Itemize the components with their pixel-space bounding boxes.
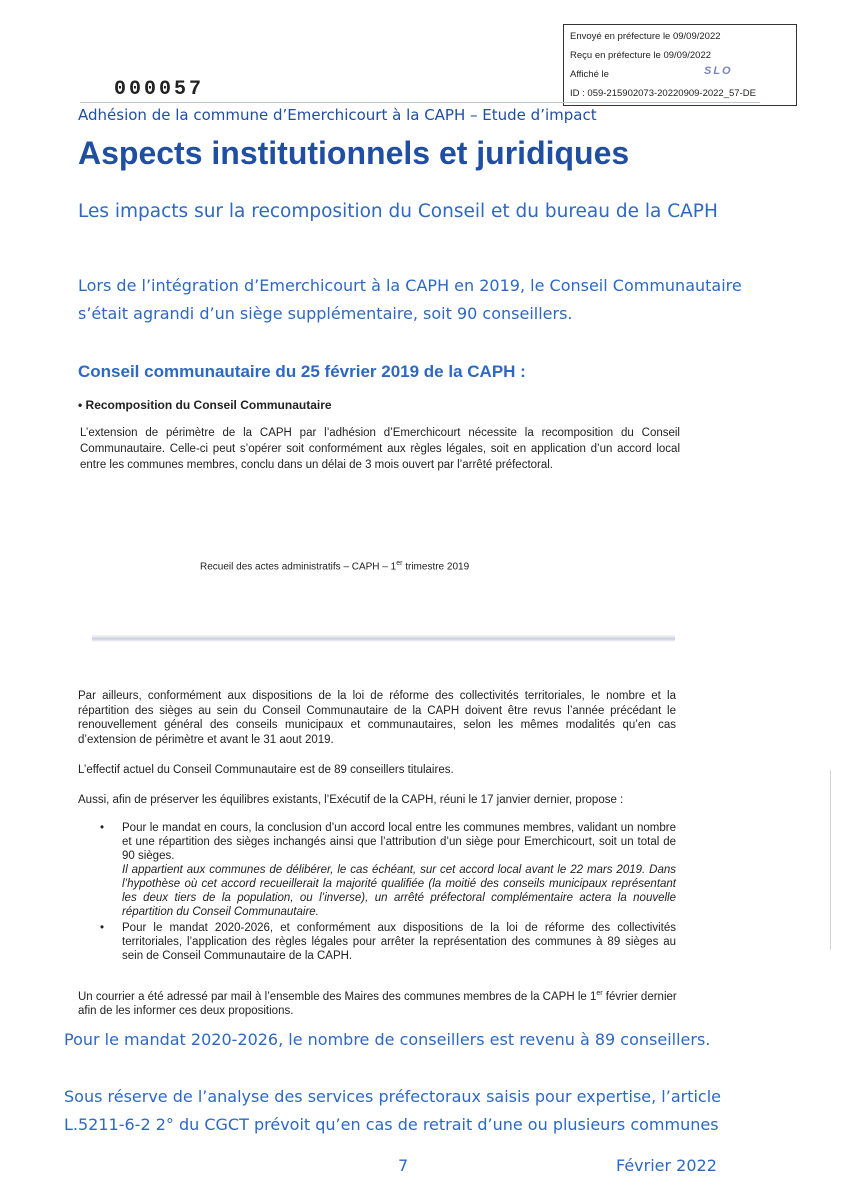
- footer-date: Février 2022: [616, 1156, 717, 1175]
- prefecture-stamp: [563, 24, 797, 106]
- excerpt-paragraph-4: Aussi, afin de préserver les équilibres existants, l’Exécutif de la CAPH, réuni le 17 janvier dernier, propose :: [78, 794, 624, 806]
- proposal-list: [100, 821, 676, 965]
- list-item: • Pour le mandat 2020-2026, et conformément aux dispositions de la loi de réforme des collectivités territoriales, l’application des règles légales pour arrêter la représentation des communes à 89 sièges au sein de Conseil Communautaire de la CAPH.: [100, 922, 676, 962]
- page-number: 7: [398, 1156, 409, 1175]
- page-title: Aspects institutionnels et juridiques: [78, 135, 630, 171]
- document-subheading: Adhésion de la commune d’Emerchicourt à la CAPH – Etude d’impact: [78, 106, 597, 124]
- stamp-sent: Envoyé en préfecture le 09/09/2022: [570, 31, 721, 42]
- closing-paragraph: Sous réserve de l’analyse des services préfectoraux saisis pour expertise, l’article L.5211-6-2 2° du CGCT prévoit qu’en cas de retrait d’une ou plusieurs communes: [64, 1087, 722, 1134]
- scan-edge-line: [830, 770, 831, 950]
- header-rule: [80, 102, 760, 103]
- stamp-id: ID : 059-215902073-20220909-2022_57-DE: [570, 88, 756, 99]
- section-title: Les impacts sur la recomposition du Conseil et du bureau de la CAPH: [78, 201, 718, 222]
- council-title: Conseil communautaire du 25 février 2019 de la CAPH :: [78, 362, 526, 381]
- excerpt-paragraph-2: Par ailleurs, conformément aux dispositions de la loi de réforme des collectivités territoriales, le nombre et la répartition des sièges au sein du Conseil Communautaire de la CAPH doivent être revus l’année précédant le renouvellement général des conseils municipaux et communautaires, selon les mêmes modalités qu’en cas d’extension de périmètre et avant le 31 aout 2019.: [78, 690, 676, 746]
- excerpt-paragraph-3: L’effectif actuel du Conseil Communautaire est de 89 conseillers titulaires.: [78, 764, 454, 776]
- stamp-received: Reçu en préfecture le 09/09/2022: [570, 50, 712, 61]
- excerpt-bullet-heading: • Recomposition du Conseil Communautaire: [78, 398, 332, 412]
- mandate-note: Pour le mandat 2020-2026, le nombre de conseillers est revenu à 89 conseillers.: [64, 1030, 711, 1049]
- excerpt-paragraph-1: L’extension de périmètre de la CAPH par l’adhésion d’Emerchicourt nécessite la recomposition du Conseil Communautaire. Celle-ci peut s’opérer soit conformément aux règles légales, soit en application d’un accord local entre les communes membres, conclu dans un délai de 3 mois ouvert par l’arrêté préfectoral.: [80, 427, 680, 471]
- stamp-posted: Affiché le: [570, 69, 609, 80]
- document-number: 000057: [114, 78, 205, 101]
- excerpt-paragraph-5: Un courrier a été adressé par mail à l’ensemble des Maires des communes membres de la CAPH le 1er février dernier afin de les informer ces deux propositions.: [78, 990, 677, 1018]
- list-item: • Pour le mandat en cours, la conclusion d’un accord local entre les communes membres, validant un nombre et une répartition des sièges inchangés ainsi que l’attribution d’un siège pour Emerchicourt, soit un total de 90 sièges. Il appartient aux communes de délibérer, le cas échéant, sur cet accord local avant le 22 mars 2019. Dans l’hypothèse où cet accord recueillerait la majorité qualifiée (la moitié des conseils municipaux représentant les deux tiers de la population, ou l’inverse), un arrêté préfectoral complémentaire actera la nouvelle répartition du Conseil Communautaire.: [100, 822, 676, 918]
- slo-logo: SLO: [704, 65, 733, 77]
- excerpt-separator: [92, 634, 675, 642]
- recueil-caption: Recueil des actes administratifs – CAPH – 1er trimestre 2019: [200, 560, 470, 573]
- lead-paragraph: Lors de l’intégration d’Emerchicourt à la CAPH en 2019, le Conseil Communautaire s’était agrandi d’un siège supplémentaire, soit 90 conseillers.: [78, 276, 742, 323]
